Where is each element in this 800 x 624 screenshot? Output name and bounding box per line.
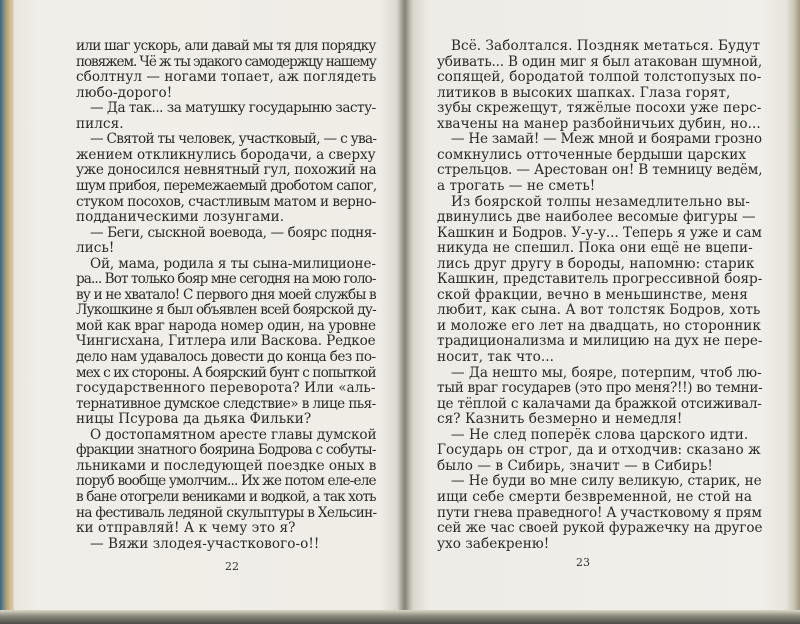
text-line: ницы Псурова да дьяка Фильки? <box>76 411 312 428</box>
text-line: государственного переворота? Или «аль- <box>76 380 376 397</box>
text-line: стрельцов. — Арестован он! В темницу ведём, <box>437 162 763 179</box>
text-line: ки отправляй! А к чему это я? <box>76 520 296 537</box>
text-line: любо-дорого! <box>76 84 173 101</box>
text-line: стуком посохов, счастливым матом и верно- <box>76 193 376 210</box>
text-line: Чингисхана, Гитлера или Васкова. Редкое <box>76 333 376 350</box>
text-line: зубы скрежещут, тяжёлые посохи уже перс- <box>437 100 762 117</box>
text-line: никуда не спешил. Пока они ещё не вцепи- <box>437 240 753 257</box>
text-line: льниками и последующей поездке оных в <box>76 457 377 474</box>
text-line: ской фракции, вечно в меньшинстве, меня <box>437 286 748 303</box>
text-line: — Беги, сыскной воевода, — боярс подня- <box>90 224 377 241</box>
text-line: — Не след поперёк слова царского идти. <box>451 426 749 443</box>
text-line: Лукошкине я был объявлен всей боярской ду- <box>76 302 376 319</box>
text-line: ра... Вот только бояр мне сегодня на мою голо- <box>76 271 376 288</box>
text-line: Ой, мама, родила я ты сына-милиционе- <box>90 255 376 272</box>
text-line: сболтнул — ногами топает, аж поглядеть <box>76 69 377 86</box>
text-line: Государь он строг, да и отходчив: сказано ж <box>437 442 761 459</box>
text-line: О достопамятном аресте главы думской <box>90 426 377 443</box>
text-line: жением откликнулись бородачи, а сверху <box>76 146 376 163</box>
text-line: любит, как сына. А вот толстяк Бодров, хоть <box>437 302 761 319</box>
text-line: дело нам удавалось довести до конца без по- <box>76 349 376 365</box>
text-line: це тёплой с калачами да бражкой отсиживал- <box>437 395 762 412</box>
text-line: лись! <box>76 240 115 257</box>
text-line: на фестиваль ледяной скульптуры в Хельсин- <box>76 504 377 521</box>
text-line: ву и не хватало! С первого дня моей службы в <box>76 286 376 303</box>
text-line: носит, так что... <box>437 349 555 365</box>
right-page <box>405 0 800 624</box>
text-line: — Да нешто мы, бояре, потерпим, чтоб лю- <box>451 364 762 381</box>
text-line: убивать... В один миг я был атакован шумной, <box>437 53 763 70</box>
text-line: сей же час своей рукой фуражечку на другое <box>437 520 763 537</box>
text-line: и моложе его лет на двадцать, но сторонник <box>437 317 761 334</box>
text-line: Кашкин и Бодров. У-у-у... Теперь я уже и сам <box>437 224 762 241</box>
text-line: Кашкин, представитель прогрессивной бояр- <box>437 271 763 288</box>
text-line: фракции знатного боярина Бодрова с собуты- <box>76 442 376 459</box>
text-line: — Да так... за матушку государыню засту- <box>90 100 376 117</box>
text-line: было — в Сибирь, значит — в Сибирь! <box>437 457 713 474</box>
text-line: повяжем. Чё ж ты эдакого самодержцу нашему <box>76 53 376 70</box>
text-line: — Не замай! — Меж мной и боярами грозно <box>451 131 762 148</box>
text-line: пути гнева праведного! А участковому я прям <box>437 504 762 521</box>
text-line: уже доносился невнятный гул, похожий на <box>76 162 377 179</box>
page-number-left: 22 <box>225 560 239 573</box>
text-line: сопящей, бородатой толпой толстопузых по- <box>437 69 762 86</box>
text-line: мех с их стороны. А боярский бунт с попыткой <box>76 364 376 381</box>
text-line: или шаг ускорь, али давай мы тя для порядку <box>76 38 376 54</box>
text-line: мой как враг народа номер один, на уровне <box>76 317 376 334</box>
text-line: лись друг другу в бороды, напомню: старик <box>437 255 755 272</box>
text-line: поруб вообще умолчим... Их же потом еле-еле <box>76 473 376 490</box>
text-line: а трогать — не сметь! <box>437 177 596 194</box>
text-line: литиков в высоких шапках. Глаза горят, <box>437 84 731 101</box>
text-line: традиционализма и милицию на дух не пере- <box>437 333 763 350</box>
text-line: хвачены на манер разбойничьих дубин, но... <box>437 115 761 132</box>
text-line: двинулись две наиболее весомые фигуры — <box>437 209 756 226</box>
text-line: шум прибоя, перемежаемый дроботом сапог, <box>76 177 377 194</box>
text-line: тый враг государев (это про меня?!!) во темни- <box>437 380 763 397</box>
text-line: Из боярской толпы незамедлительно вы- <box>451 193 750 210</box>
text-line: тернативное думское следствие» в лице пья- <box>76 395 376 412</box>
text-line: — Вяжи злодея-участкового-о!! <box>90 535 320 552</box>
book-bottom-edge <box>0 610 800 624</box>
page-number-right: 23 <box>576 556 590 569</box>
text-line: ся? Казнить безмерно и немедля! <box>437 411 683 428</box>
text-line: ищи себе смерти безвременной, не стой на <box>437 488 753 505</box>
text-line: пился. <box>76 115 124 132</box>
text-line: в бане отогрели вениками и водкой, а так хоть <box>76 488 376 505</box>
text-line: — Не буди во мне силу великую, старик, не <box>451 473 762 490</box>
text-line: ухо забекреню! <box>437 535 550 552</box>
text-line: сомкнулись отточенные бердыши царских <box>437 146 747 163</box>
text-line: — Святой ты человек, участковый, — с ува- <box>90 131 377 148</box>
text-line: подданическими лозунгами. <box>76 209 285 226</box>
text-line: Всё. Заболтался. Поздняк метаться. Будут <box>451 38 761 54</box>
